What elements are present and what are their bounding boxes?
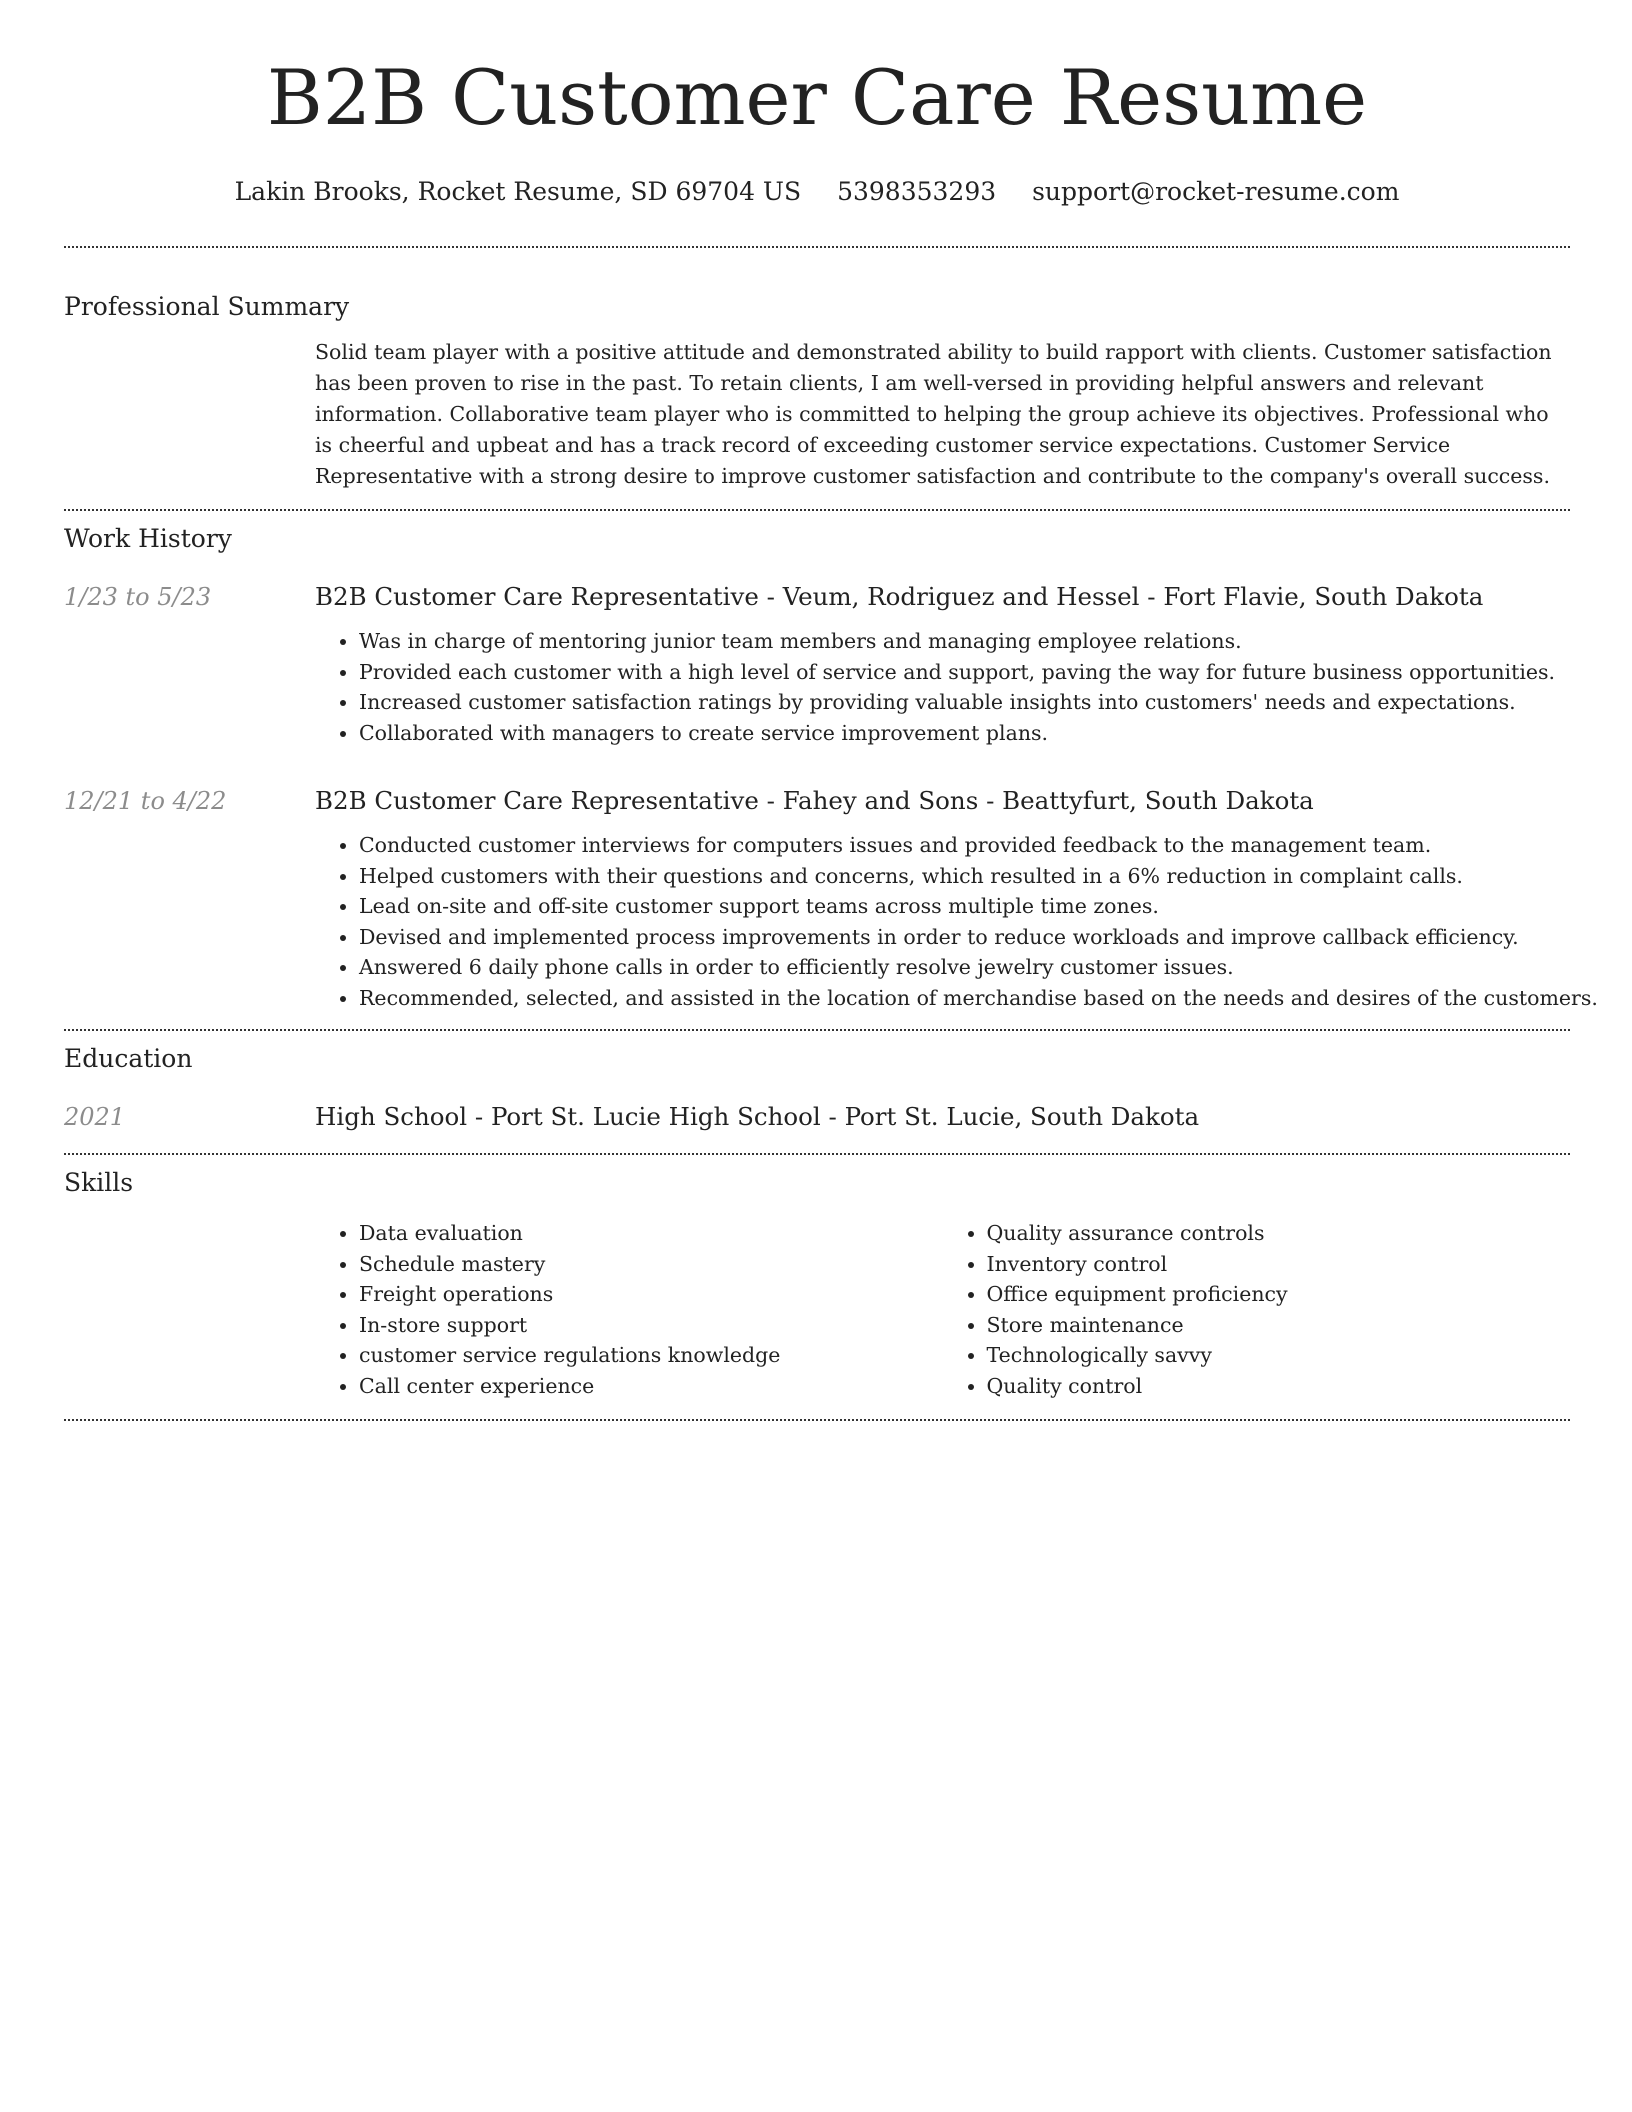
skill-item: • Quality control [987, 1371, 1571, 1402]
education-heading: High School - Port St. Lucie High School - Port St. Lucie, South Dakota [315, 1102, 1200, 1131]
skill-item: • Freight operations [359, 1279, 943, 1310]
job-heading: B2B Customer Care Representative - Fahey and Sons - Beattyfurt, South Dakota [315, 786, 1314, 815]
skill-item: • In-store support [359, 1310, 943, 1341]
education-year: 2021 [64, 1103, 126, 1131]
skill-item: • Technologically savvy [987, 1340, 1571, 1371]
job-title: B2B Customer Care Representative [315, 582, 759, 611]
job-dates: 1/23 to 5/23 [64, 583, 212, 611]
job-duty: • Helped customers with their questions and concerns, which resulted in a 6% reduction in complaint calls. [359, 861, 1570, 892]
education-school: Port St. Lucie High School [490, 1102, 821, 1131]
job-entry [64, 784, 1598, 1013]
skill-item: • Quality assurance controls [987, 1218, 1571, 1249]
education-location: Port St. Lucie, South Dakota [844, 1102, 1200, 1131]
skill-item: • Schedule mastery [359, 1249, 943, 1280]
contact-line [64, 174, 1570, 210]
job-duties-list [315, 830, 1598, 1013]
job-location: Beattyfurt, South Dakota [1002, 786, 1314, 815]
section-heading-skills: Skills [64, 1168, 134, 1197]
divider [64, 246, 1570, 248]
summary-text: Solid team player with a positive attitude and demonstrated ability to build rapport with clients. Customer satisfaction has been proven to rise in the past. To retain clients, I am well-versed in providing helpful answers and relevant information. Collaborative team player who is committed to helping the group achieve its objectives. Professional who is cheerful and upbeat and has a track record of exceeding customer service expectations. Customer Service Representative with a strong desire to improve customer satisfaction and contribute to the company's overall success. [315, 340, 1552, 488]
skill-item: • Inventory control [987, 1249, 1571, 1280]
job-heading: B2B Customer Care Representative - Veum, Rodriguez and Hessel - Fort Flavie, South Dakota [315, 582, 1484, 611]
divider [64, 1419, 1570, 1421]
divider [64, 1029, 1570, 1031]
divider [64, 1153, 1570, 1155]
skills-section [64, 1166, 1570, 1401]
section-heading-work: Work History [64, 524, 232, 553]
job-duty: • Devised and implemented process improvements in order to reduce workloads and improve callback efficiency. [359, 922, 1570, 953]
resume-page [64, 0, 1598, 1421]
job-entry [64, 580, 1570, 748]
job-duty: • Was in charge of mentoring junior team members and managing employee relations. [359, 626, 1570, 657]
job-duties-list [315, 626, 1570, 748]
summary-section [64, 290, 1570, 492]
job-title: B2B Customer Care Representative [315, 786, 759, 815]
contact-address: Lakin Brooks, Rocket Resume, SD 69704 US [234, 177, 802, 206]
job-duty: • Provided each customer with a high level of service and support, paving the way for future business opportunities. [359, 657, 1570, 688]
job-company: Veum, Rodriguez and Hessel [782, 582, 1140, 611]
job-duty: • Increased customer satisfaction ratings by providing valuable insights into customers' needs and expectations. [359, 687, 1570, 718]
skill-item: • Office equipment proficiency [987, 1279, 1571, 1310]
work-history-section [64, 522, 1598, 1013]
skill-item: • Store maintenance [987, 1310, 1571, 1341]
skill-item: • Data evaluation [359, 1218, 943, 1249]
job-dates: 12/21 to 4/22 [64, 787, 227, 815]
skill-item: • Call center experience [359, 1371, 943, 1402]
job-duty: • Conducted customer interviews for computers issues and provided feedback to the management team. [359, 830, 1570, 861]
contact-phone: 5398353293 [837, 177, 997, 206]
skills-list-right [943, 1218, 1571, 1401]
education-section [64, 1042, 1570, 1134]
job-duty: • Recommended, selected, and assisted in the location of merchandise based on the needs and desires of the customers. [359, 983, 1570, 1014]
job-location: Fort Flavie, South Dakota [1163, 582, 1484, 611]
skills-list-left [315, 1218, 943, 1401]
section-heading-education: Education [64, 1044, 193, 1073]
contact-email: support@rocket-resume.com [1032, 177, 1400, 206]
job-company: Fahey and Sons [782, 786, 979, 815]
job-duty: • Answered 6 daily phone calls in order to efficiently resolve jewelry customer issues. [359, 952, 1570, 983]
section-heading-summary: Professional Summary [64, 292, 350, 321]
job-duty: • Collaborated with managers to create service improvement plans. [359, 718, 1570, 749]
divider [64, 509, 1570, 511]
skill-item: • customer service regulations knowledge [359, 1340, 943, 1371]
job-duty: • Lead on-site and off-site customer support teams across multiple time zones. [359, 891, 1570, 922]
resume-title: B2B Customer Care Resume [266, 53, 1368, 142]
education-entry [64, 1100, 1570, 1134]
education-degree: High School [315, 1102, 468, 1131]
